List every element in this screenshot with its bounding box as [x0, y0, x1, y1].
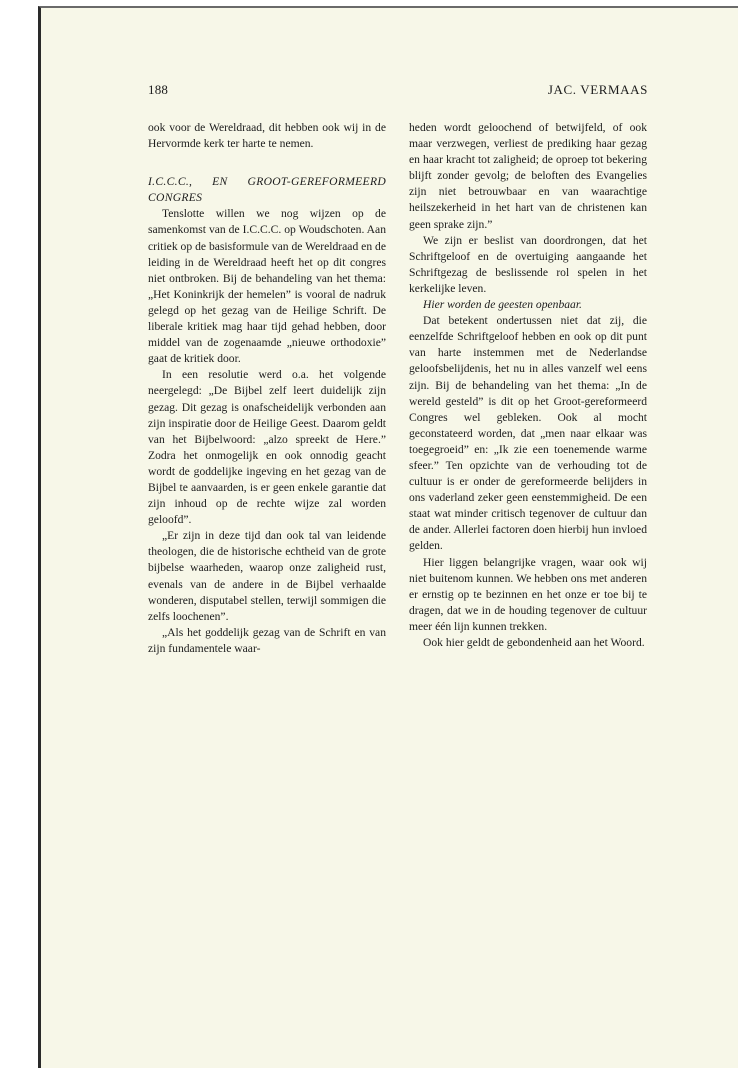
right-paragraph-6: Ook hier geldt de gebondenheid aan het Woord. — [423, 636, 645, 649]
left-paragraph-3: „Er zijn in deze tijd dan ook tal van leidende theologen, die de historische echtheid van de grote bijbelse waarheden, waarop onze zaligheid rust, evenals van de andere in de Bijbel verhaalde wonderen, disputabel stellen, terwijl sommigen die zelfs loochenen”. — [148, 529, 386, 623]
right-column — [409, 120, 647, 651]
section-heading: I.C.C.C., EN GROOT-GEREFORMEERD CONGRES — [148, 175, 386, 205]
right-paragraph-5: Hier liggen belangrijke vragen, waar ook wij niet buitenom kunnen. We hebben ons met anderen er ernstig op te bezinnen en het onze er toe bij te dragen, dat we in de houding tegenover de cultuur meer één lijn kunnen trekken. — [409, 555, 647, 633]
left-paragraph-4: „Als het goddelijk gezag van de Schrift en van zijn fundamentele waar- — [148, 625, 386, 655]
left-intro-paragraph: ook voor de Wereldraad, dit hebben ook wij in de Hervormde kerk ter harte te nemen. — [148, 121, 386, 151]
left-paragraph-2: In een resolutie werd o.a. het volgende neergelegd: „De Bijbel zelf leert duidelijk zijn gezag. Dit gezag is onafscheidelijk verbonden aan zijn inspiratie door de Heilige Geest. Daarom geldt van het Bijbelwoord: „alzo spreekt de Here.” Zodra het onmogelijk en ook onnodig geacht wordt de goddelijke ingeving en het gezag van de Bijbel te aanvaarden, is er geen enkele garantie dat zijn inhoud op de rechte wijze zal worden geloofd”. — [148, 368, 386, 527]
right-paragraph-3 — [409, 297, 647, 313]
left-column — [148, 120, 386, 657]
running-header-author: JAC. VERMAAS — [547, 82, 648, 97]
page-header — [148, 82, 648, 102]
right-paragraph-2: We zijn er beslist van doordrongen, dat het Schriftgeloof en de overtuiging aangaande het Schriftgezag de beslissende rol spelen in het kerkelijke leven. — [409, 233, 647, 295]
right-paragraph-3-text: Hier worden de geesten openbaar. — [423, 298, 582, 312]
right-paragraph-1: heden wordt geloochend of betwijfeld, of ook maar verzwegen, verliest de prediking haar gezag en haar kracht tot zaligheid; de oproep tot bekering blijft zonder gevolg; de beloften des Evangelies zijn niet betrouwbaar en van waarachtige heilszekerheid in het hart van de christenen kan geen sprake zijn.” — [409, 121, 647, 231]
page-number: 188 — [148, 82, 169, 97]
right-paragraph-4: Dat betekent ondertussen niet dat zij, die eenzelfde Schriftgeloof hebben en ook op dit punt van harte instemmen met de Nederlandse geloofsbelijdenis, het nu in alles vanzelf wel eens zijn. Bij de behandeling van het thema: „In de wereld gesteld” is dit op het Groot-gereformeerd Congres wel gebleken. Ook al mocht geconstateerd worden, dat „men naar elkaar was toegegroeid” en: „Ik zie een toenemende warme sfeer.” Ten opzichte van de verhouding tot de cultuur is er onder de gereformeerde belijders in ons vaderland zeker geen eenstemmigheid. De een staat wat minder critisch tegenover de cultuur dan de ander. Allerlei factoren doen hierbij hun invloed gelden. — [409, 314, 647, 553]
left-paragraph-1: Tenslotte willen we nog wijzen op de samenkomst van de I.C.C.C. op Woudschoten. Aan critiek op de basisformule van de Wereldraad en de leiding in de Wereldraad heeft het op dit congres niet ontbroken. Bij de behandeling van het thema: „Het Koninkrijk der hemelen” is vooral de nadruk gelegd op het gezag van de Heilige Schrift. De liberale kritiek mag haar tijd gehad hebben, door middel van de zogenaamde „nieuwe orthodoxie” gaat de kritiek door. — [148, 207, 386, 366]
